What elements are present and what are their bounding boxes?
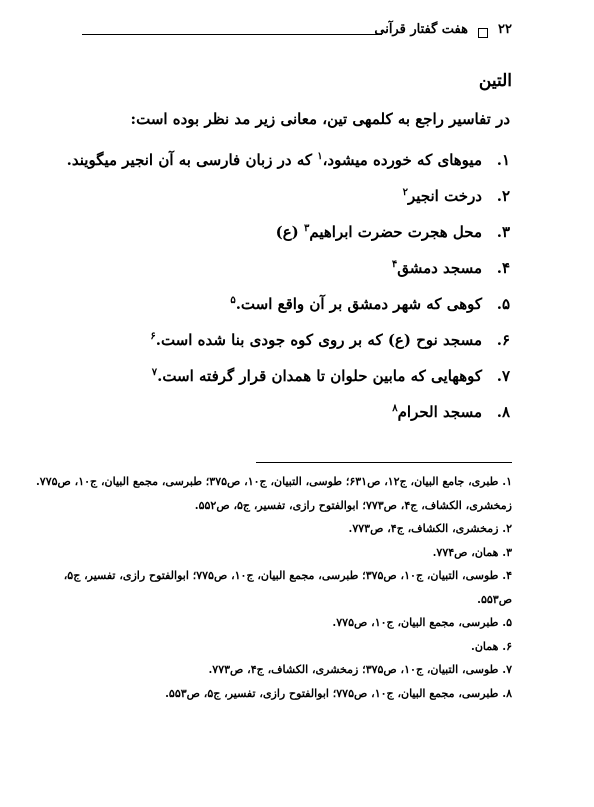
item-text: میوهای که خورده میشود، bbox=[322, 151, 482, 169]
list-item bbox=[80, 254, 510, 290]
header-square-icon bbox=[478, 28, 488, 38]
list-item bbox=[66, 146, 510, 182]
item-number: ۴. bbox=[496, 259, 510, 277]
meanings-list bbox=[66, 146, 510, 434]
item-text-after: (ع) bbox=[275, 223, 304, 241]
footnote: ۲. زمخشری، الکشاف، ج۴، ص۷۷۳. bbox=[348, 522, 512, 535]
list-item bbox=[80, 326, 510, 362]
footnote-marker: ۷ bbox=[151, 367, 158, 378]
footnote: ۷. طوسی، التبیان، ج۱۰، ص۳۷۵؛ زمخشری، الکشاف، ج۴، ص۷۷۳. bbox=[208, 663, 512, 676]
list-item bbox=[80, 290, 510, 326]
item-text: کوههایی که مابین حلوان تا همدان قرار گرفته است. bbox=[157, 367, 482, 385]
section-heading: التین bbox=[478, 71, 512, 91]
footnote-separator bbox=[256, 462, 512, 463]
footnote-marker: ۵ bbox=[230, 295, 236, 306]
item-number: ۳. bbox=[496, 223, 510, 241]
item-number: ۱. bbox=[496, 151, 510, 169]
footnote-marker: ۴ bbox=[391, 259, 398, 270]
item-number: ۲. bbox=[496, 187, 510, 205]
footnote-marker: ۱ bbox=[317, 151, 323, 162]
footnotes bbox=[35, 470, 512, 705]
footnote: ۸. طبرسی، مجمع البیان، ج۱۰، ص۷۷۵؛ ابوالفتوح رازی، تفسیر، ج۵، ص۵۵۳. bbox=[165, 686, 512, 700]
footnote: ۴. طوسی، التبیان، ج۱۰، ص۳۷۵؛ طبرسی، مجمع البیان، ج۱۰، ص۷۷۵؛ ابوالفتوح رازی، تفسیر، ج۵، bbox=[63, 569, 512, 582]
footnote-continuation: ص۵۵۳. bbox=[477, 592, 512, 606]
footnote: ۶. همان. bbox=[470, 639, 512, 653]
item-number: ۶. bbox=[496, 331, 510, 349]
footnote-marker: ۳ bbox=[304, 223, 310, 234]
footnote-marker: ۶ bbox=[150, 331, 156, 342]
intro-paragraph: در تفاسیر راجع به کلمهی تین، معانی زیر مد نظر بوده است: bbox=[130, 110, 510, 128]
item-number: ۷. bbox=[496, 367, 510, 385]
footnote: ۵. طبرسی، مجمع البیان، ج۱۰، ص۷۷۵. bbox=[332, 616, 512, 629]
item-text: مسجد الحرام bbox=[397, 403, 482, 421]
footnote-continuation: زمخشری، الکشاف، ج۴، ص۷۷۳؛ ابوالفتوح رازی، تفسیر، ج۵، ص۵۵۲. bbox=[194, 498, 512, 512]
footnote-marker: ۸ bbox=[392, 403, 398, 414]
item-number: ۸. bbox=[496, 403, 510, 421]
page-number: ۲۲ bbox=[498, 22, 512, 37]
item-text: کوهی که شهر دمشق بر آن واقع است. bbox=[235, 295, 482, 313]
item-text: مسجد نوح (ع) که بر روی کوه جودی بنا شده است. bbox=[155, 331, 482, 349]
running-header bbox=[82, 22, 512, 44]
list-item bbox=[80, 182, 510, 218]
list-item bbox=[80, 362, 510, 398]
header-rule bbox=[82, 34, 382, 35]
footnote: ۳. همان، ص۷۷۴. bbox=[432, 545, 512, 559]
item-text: مسجد دمشق bbox=[397, 259, 482, 277]
list-item bbox=[80, 218, 510, 254]
item-number: ۵. bbox=[496, 295, 510, 313]
item-text: محل هجرت حضرت ابراهیم bbox=[309, 223, 482, 241]
footnote-marker: ۲ bbox=[402, 187, 409, 198]
footnote: ۱. طبری، جامع البیان، ج۱۲، ص۶۳۱؛ طوسی، التبیان، ج۱۰، ص۳۷۵؛ طبرسی، مجمع البیان، ج۱۰، ص۷۷۵. bbox=[35, 475, 512, 488]
item-text-after: که در زبان فارسی به آن انجیر میگویند. bbox=[66, 151, 318, 169]
item-text: درخت انجیر bbox=[408, 187, 482, 205]
list-item bbox=[80, 398, 510, 434]
book-title: هفت گفتار قرآنی bbox=[374, 22, 468, 37]
